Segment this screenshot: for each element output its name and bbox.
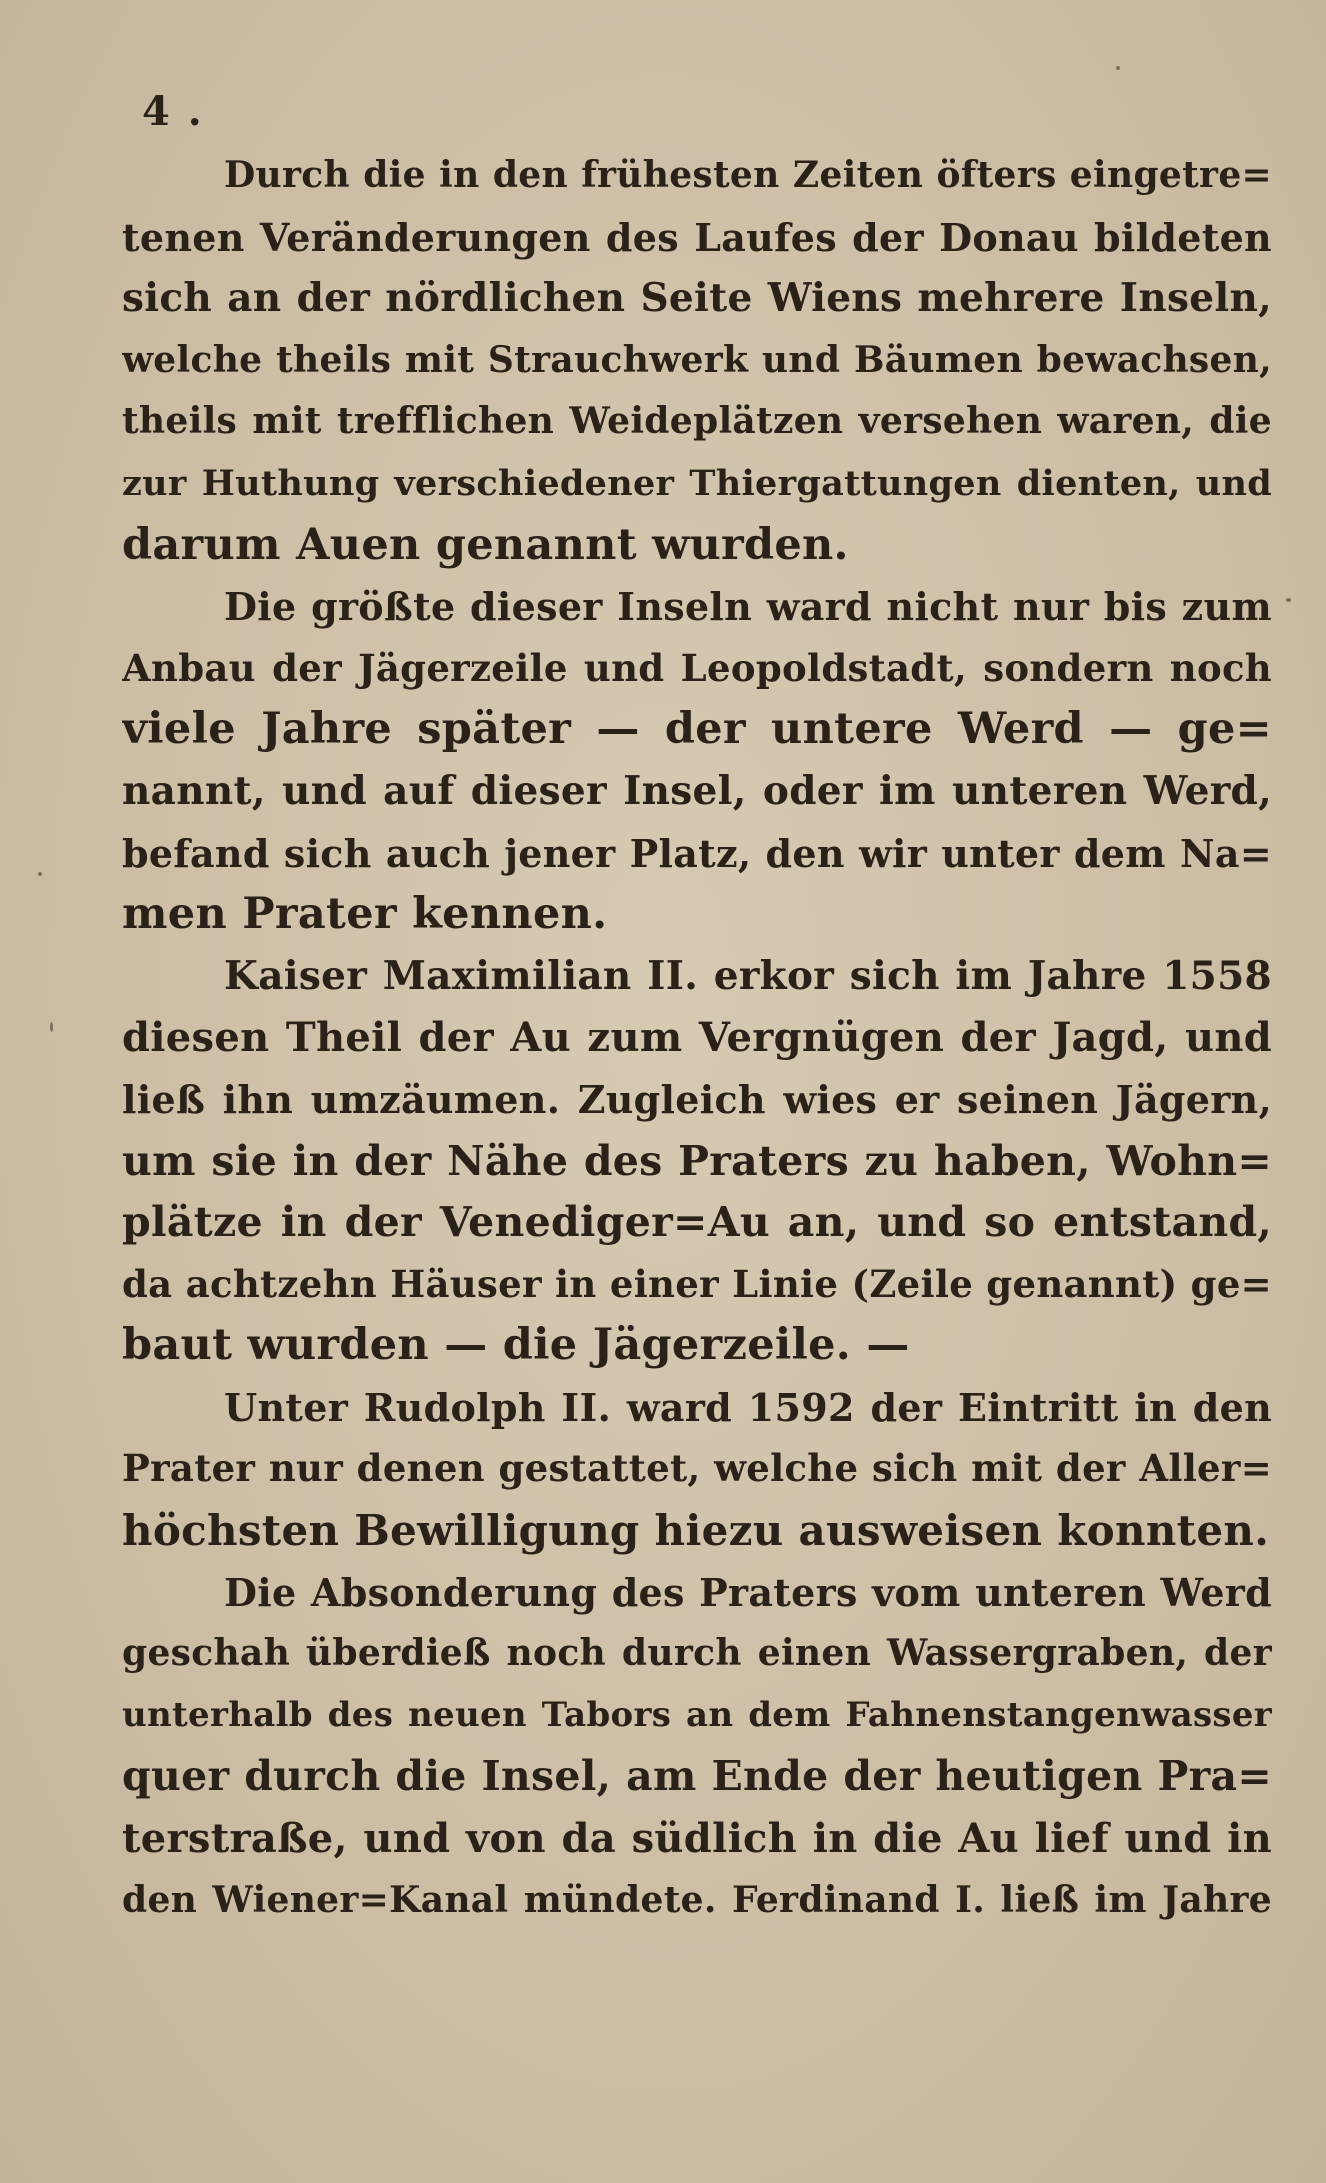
text-line: diesen Theil der Au zum Vergnügen der Jagd, und (122, 1014, 1272, 1062)
text-line: sich an der nördlichen Seite Wiens mehrere Inseln, (122, 275, 1272, 322)
text-line: ließ ihn umzäumen. Zugleich wies er seinen Jägern, (122, 1076, 1272, 1122)
text-line: Anbau der Jägerzeile und Leopoldstadt, sondern noch (122, 645, 1272, 690)
text-line: theils mit trefflichen Weideplätzen versehen waren, die (122, 400, 1272, 443)
text-line: Die größte dieser Inseln ward nicht nur bis zum (224, 584, 1272, 630)
paper-speck (50, 1022, 53, 1032)
text-line: Kaiser Maximilian II. erkor sich im Jahre 1558 (224, 952, 1272, 999)
text-line: darum Auen genannt wurden. (122, 519, 849, 570)
paper-speck (38, 872, 42, 876)
text-line: Prater nur denen gestattet, welche sich mit der Aller= (122, 1446, 1272, 1491)
text-line: plätze in der Venediger=Au an, und so entstand, (122, 1198, 1272, 1247)
text-line: höchsten Bewilligung hiezu ausweisen konnten. (122, 1506, 1270, 1556)
text-line: viele Jahre später — der untere Werd — ge= (122, 704, 1272, 755)
text-line: zur Huthung verschiedener Thiergattungen dienten, und (122, 462, 1272, 504)
text-line: unterhalb des neuen Tabors an dem Fahnenstangenwasser (122, 1694, 1272, 1735)
text-line: Unter Rudolph II. ward 1592 der Eintritt in den (224, 1384, 1272, 1430)
text-line: tenen Veränderungen des Laufes der Donau bildeten (122, 214, 1272, 260)
paper-speck (1116, 66, 1120, 70)
page-number: 4 . (142, 88, 204, 135)
text-line: um sie in der Nähe des Praters zu haben, Wohn= (122, 1136, 1272, 1185)
text-line: geschah überdieß noch durch einen Wassergraben, der (122, 1632, 1272, 1675)
text-line: Die Absonderung des Praters vom unteren Werd (224, 1569, 1272, 1615)
text-line: befand sich auch jener Platz, den wir unter dem Na= (122, 830, 1272, 876)
text-line: welche theils mit Strauchwerk und Bäumen bewachsen, (122, 338, 1272, 381)
text-line: quer durch die Insel, am Ende der heutigen Pra= (122, 1752, 1272, 1801)
text-line: baut wurden — die Jägerzeile. — (122, 1320, 910, 1371)
body-text (122, 145, 1272, 1931)
text-line: men Prater kennen. (122, 889, 608, 940)
text-line: da achtzehn Häuser in einer Linie (Zeile genannt) ge= (122, 1261, 1272, 1306)
text-line: den Wiener=Kanal mündete. Ferdinand I. ließ im Jahre (122, 1878, 1272, 1921)
text-line: nannt, und auf dieser Insel, oder im unteren Werd, (122, 767, 1272, 814)
text-line: terstraße, und von da südlich in die Au lief und in (122, 1815, 1272, 1863)
text-line: Durch die in den frühesten Zeiten öfters eingetre= (224, 154, 1272, 196)
paper-speck (1286, 598, 1291, 602)
